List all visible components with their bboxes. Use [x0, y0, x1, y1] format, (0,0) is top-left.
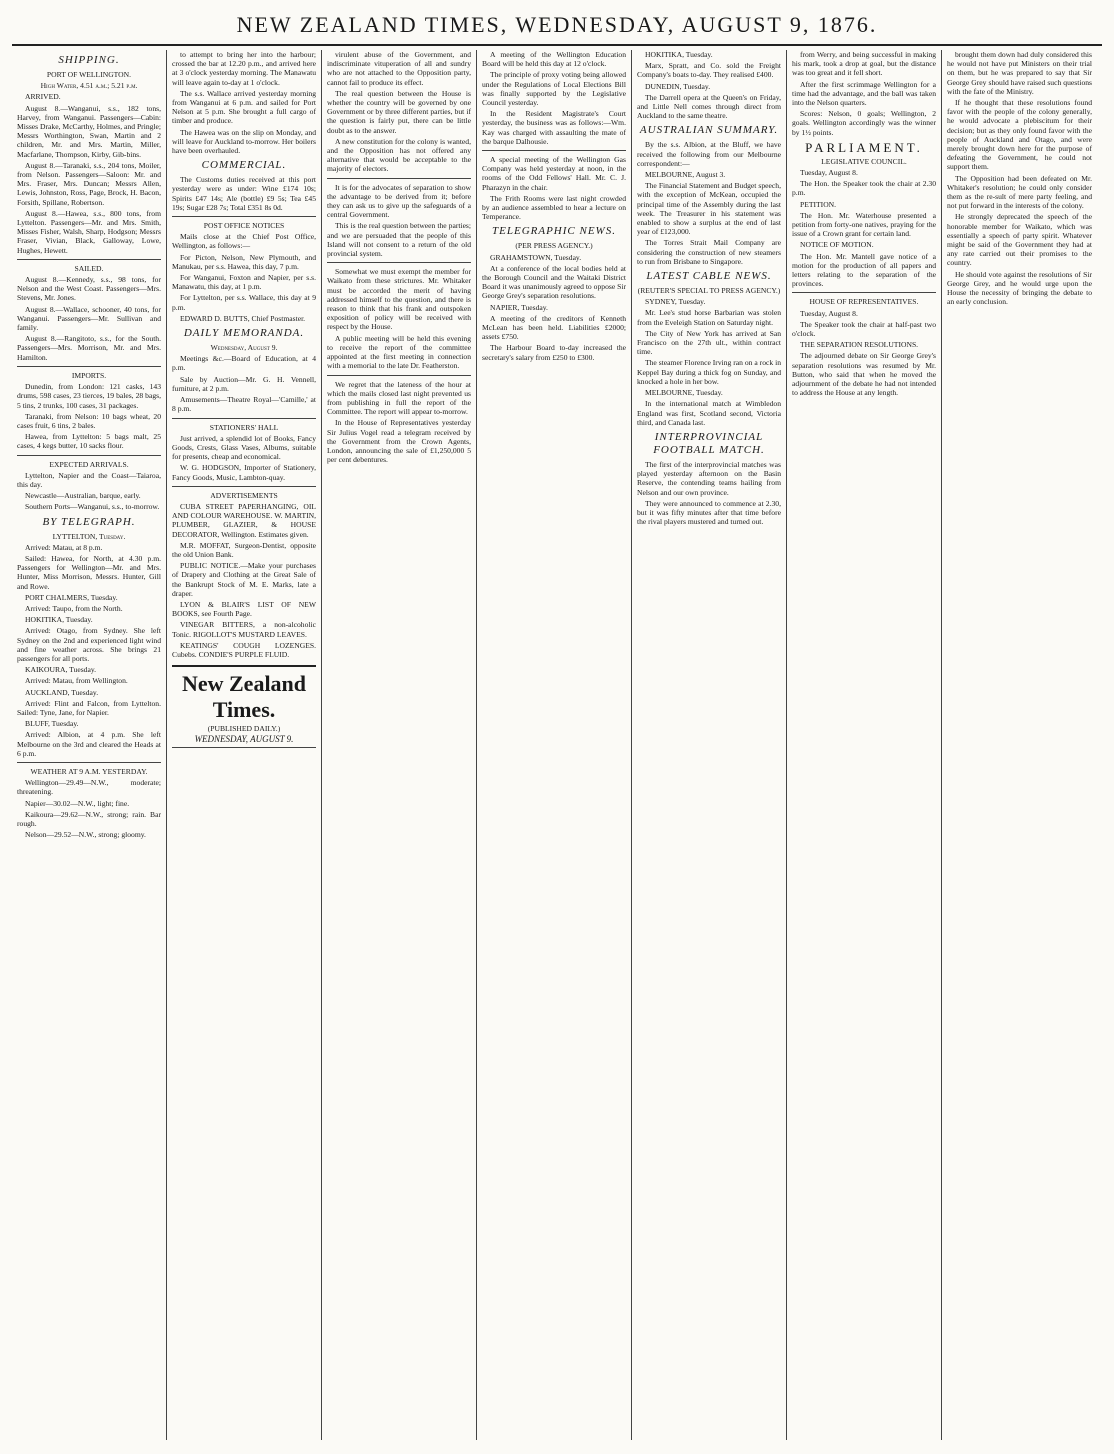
article-paragraph: Southern Ports—Wanganui, s.s., to-morrow.	[25, 502, 160, 512]
section-subhead: (REUTER'S SPECIAL TO PRESS AGENCY.)	[637, 286, 781, 296]
article-paragraph: THE SEPARATION RESOLUTIONS.	[800, 340, 919, 350]
masthead: NEW ZEALAND TIMES, WEDNESDAY, AUGUST 9, 1876.	[12, 8, 1102, 46]
article-paragraph: The s.s. Wallace arrived yesterday morning from Wanganui at 6 p.m. and sailed for Port Nelson at 5 p.m. She brought a full cargo of timber and produce.	[172, 88, 316, 126]
article-paragraph: By the s.s. Albion, at the Bluff, we have received the following from our Melbourne correspondent:—	[637, 140, 781, 168]
article-paragraph: The principle of proxy voting being allowed under the Regulations of Local Elections Bill was finally supported by the Legislative Council yesterday.	[482, 70, 626, 108]
section-subhead: EXPECTED ARRIVALS.	[49, 459, 129, 469]
column-rule	[327, 262, 471, 263]
column-rule	[17, 762, 161, 763]
article-paragraph: Mr. Lee's stud horse Barbarian was stolen from the Eveleigh Station on Saturday night.	[637, 308, 781, 327]
article-paragraph: LYON & BLAIR'S LIST OF NEW BOOKS, see Fourth Page.	[172, 599, 316, 619]
article-paragraph: The Torres Strait Mail Company are considering the construction of new steamers to run from Brisbane to Singapore.	[637, 238, 781, 266]
column-5	[632, 50, 787, 1440]
article-paragraph: PORT CHALMERS, Tuesday.	[25, 592, 118, 602]
section-subhead: STATIONERS' HALL	[209, 422, 279, 432]
article-paragraph: August 8.—Hawea, s.s., 800 tons, from Lyttelton. Passengers—Mr. and Mrs. Smith, Misses Fisher, Walsh, Sharp, Hodgson; Messrs Fraser, Vivian, Black, Galloway, Lowe, Hughes, Hewett.	[17, 208, 161, 255]
article-paragraph: The real question between the House is whether the country will be governed by one Government or by three different parties, but if the question is fairly put, there can be little doubt as to the answer.	[327, 88, 471, 135]
article-paragraph: After the first scrimmage Wellington for a time had the advantage, and the ball was taken into the Nelson quarters.	[792, 79, 936, 108]
article-paragraph: The Speaker took the chair at half-past two o'clock.	[792, 319, 936, 339]
article-paragraph: The Hon. the Speaker took the chair at 2.30 p.m.	[792, 179, 936, 198]
article-paragraph: If he thought that these resolutions found favor with the people of the colony generally, he would advocate a plebiscitum for their decision; but as they only found favor with the people of Auckland and Otago, and were merely brought down here for the purpose of defeating the Government, he could not support them.	[947, 98, 1092, 172]
section-title: COMMERCIAL.	[201, 159, 287, 172]
section-subhead: HOUSE OF REPRESENTATIVES.	[809, 297, 919, 307]
article-paragraph: VINEGAR BITTERS, a non-alcoholic Tonic. RIGOLLOT'S MUSTARD LEAVES.	[172, 620, 316, 639]
nameplate-title: New Zealand Times.	[172, 665, 316, 723]
section-title: INTERPROVINCIAL FOOTBALL MATCH.	[653, 430, 765, 456]
column-rule	[482, 150, 626, 151]
column-rule	[327, 178, 471, 179]
article-paragraph: The Hon. Mr. Waterhouse presented a petition from forty-one natives, praying for the issue of a Crown grant for certain land.	[792, 210, 936, 239]
column-rule	[17, 366, 161, 367]
article-paragraph: Marx, Spratt, and Co. sold the Freight Company's boats to-day. They realised £400.	[637, 61, 781, 80]
article-paragraph: Nelson—29.52—N.W., strong; gloomy.	[25, 830, 146, 840]
article-paragraph: Arrived: Albion, at 4 p.m. She left Melbourne on the 3rd and cleared the Heads at 6 p.m.	[17, 730, 161, 758]
article-paragraph: Napier—30.02—N.W., light; fine.	[25, 798, 130, 808]
section-subhead: IMPORTS.	[71, 370, 107, 380]
section-meta: High Water, 4.51 a.m.; 5.21 p.m.	[40, 81, 138, 91]
article-paragraph: Newcastle—Australian, barque, early.	[25, 491, 141, 501]
section-subhead: SAILED.	[74, 263, 104, 273]
section-title: DAILY MEMORANDA.	[183, 327, 305, 340]
article-paragraph: W. G. HODGSON, Importer of Stationery, Fancy Goods, Music, Lambton-quay.	[172, 463, 316, 482]
article-paragraph: It is for the advocates of separation to show the advantage to be derived from it; before they can ask us to give up the safeguards of a central Government.	[327, 182, 471, 220]
article-paragraph: He should vote against the resolutions of Sir George Grey, and he would urge upon the House the necessity of bringing the debate to an early conclusion.	[947, 269, 1092, 307]
article-paragraph: HOKITIKA, Tuesday.	[645, 50, 713, 59]
article-paragraph: NAPIER, Tuesday.	[490, 302, 548, 312]
article-paragraph: Tuesday, August 8.	[800, 168, 858, 178]
column-rule	[327, 375, 471, 376]
article-paragraph: This is the real question between the parties; and we are persuaded that the people of this Island will not consent to a return of the old provincial system.	[327, 221, 471, 259]
article-paragraph: The City of New York has arrived at San Francisco on the 27th ult., within contract time.	[637, 328, 781, 357]
article-paragraph: In the House of Representatives yesterday Sir Julius Vogel read a telegram received by the Government from the Crown Agents, London, announcing the sale of £1,250,000 5 per cent debentures.	[327, 418, 471, 465]
section-title: BY TELEGRAPH.	[42, 515, 136, 528]
article-paragraph: The Harbour Board to-day increased the secretary's salary from £250 to £300.	[482, 343, 626, 362]
article-paragraph: Arrived: Matau, at 8 p.m.	[25, 542, 103, 552]
article-paragraph: He strongly deprecated the speech of the honorable member for Waikato, which was essentially a speech of party spirit. Whatever might be said of the Government they had at any rate carried out their promises to the country.	[947, 212, 1092, 268]
article-paragraph: Somewhat we must exempt the member for Waikato from these strictures. Mr. Whitaker must be accorded the merit of having addressed himself to the question, and there is reason to think that his frank and outspoken exposition of policy will be received with respect by the House.	[327, 267, 471, 332]
article-paragraph: Dunedin, from London: 121 casks, 143 drums, 598 cases, 23 tierces, 19 bales, 28 bags, 5 tins, 2 trunks, 100 cases, 31 packages.	[17, 382, 161, 410]
article-paragraph: PUBLIC NOTICE.—Make your purchases of Drapery and Clothing at the Great Sale of the Bankrupt Stock of M. E. Marks, late a draper.	[172, 561, 316, 598]
article-paragraph: The Frith Rooms were last night crowded by an audience assembled to hear a lecture on Temperance.	[482, 193, 626, 222]
article-paragraph: KEATINGS' COUGH LOZENGES. Cubebs. CONDIE'S PURPLE FLUID.	[172, 640, 316, 659]
column-1	[12, 50, 167, 1440]
nameplate-date: WEDNESDAY, AUGUST 9.	[172, 735, 316, 747]
section-title: SHIPPING.	[58, 54, 120, 66]
article-paragraph: ARRIVED.	[25, 92, 61, 102]
article-paragraph: to attempt to bring her into the harbour; crossed the bar at 12.20 p.m., and arrived here at 3 o'clock yesterday morning. The Manawatu will leave again to-day at 1 o'clock.	[172, 50, 316, 87]
article-paragraph: A new constitution for the colony is wanted, and the Opposition has not offered any alternative that would be acceptable to the majority of electors.	[327, 136, 471, 174]
section-subhead: LEGISLATIVE COUNCIL.	[821, 156, 907, 166]
column-rule	[172, 486, 316, 487]
article-paragraph: The adjourned debate on Sir George Grey's separation resolutions was resumed by Mr. Button, who said that when he moved the adjournment of the debate he had not intended to address the House at any length.	[792, 351, 936, 398]
section-subhead: ADVERTISEMENTS	[210, 490, 278, 500]
nameplate-sub: (PUBLISHED DAILY.)	[207, 724, 281, 734]
column-rule	[17, 455, 161, 456]
section-subhead: Wednesday, August 9.	[210, 343, 278, 353]
article-paragraph: virulent abuse of the Government, and indiscriminate vituperation of all and sundry who are not attached to the Opposition party, cannot fail to produce its effect.	[327, 50, 471, 87]
article-paragraph: Lyttelton, Napier and the Coast—Taiaroa, this day.	[17, 470, 161, 489]
article-paragraph: The Hawea was on the slip on Monday, and will leave for Auckland to-morrow. Her boilers have been overhauled.	[172, 127, 316, 156]
article-paragraph: We regret that the lateness of the hour at which the mails closed last night prevented us from publishing in full the report of the Committee. The report will appear to-morrow.	[327, 379, 471, 417]
section-subhead: LYTTELTON, Tuesday.	[52, 531, 126, 541]
nameplate-block	[172, 665, 316, 747]
article-paragraph: Just arrived, a splendid lot of Books, Fancy Goods, Crests, Glass Vases, Albums, suitable for presents, cheap and economical.	[172, 433, 316, 462]
column-rule	[172, 418, 316, 419]
article-paragraph: Meetings &c.—Board of Education, at 4 p.m.	[172, 354, 316, 373]
section-subhead: POST OFFICE NOTICES	[203, 221, 285, 231]
article-paragraph: The Hon. Mr. Mantell gave notice of a motion for the production of all papers and letters relating to the separation of the provinces.	[792, 251, 936, 289]
article-paragraph: Taranaki, from Nelson: 10 bags wheat, 20 cases fruit, 6 tins, 2 bales.	[17, 411, 161, 430]
article-paragraph: Amusements—Theatre Royal—'Camille,' at 8 p.m.	[172, 395, 316, 414]
article-paragraph: CUBA STREET PAPERHANGING, OIL AND COLOUR WAREHOUSE. W. MARTIN, PLUMBER, GLAZIER, & HOUSE DECORATOR, Wellington. Estimates given.	[172, 501, 316, 539]
column-3	[322, 50, 477, 1440]
article-paragraph: At a conference of the local bodies held at the Borough Council and the Waitaki District Board it was unanimously agreed to oppose Sir George Grey's separation resolutions.	[482, 263, 626, 301]
article-paragraph: AUCKLAND, Tuesday.	[25, 687, 99, 697]
article-paragraph: The Customs duties received at this port yesterday were as under: Wine £174 10s; Spirits £47 14s; Ale (bottle) £9 5s; Tea £45 19s; Sugar £28 7s; Total £351 8s 0d.	[172, 175, 316, 212]
section-subhead: PORT OF WELLINGTON.	[46, 70, 132, 79]
article-paragraph: For Picton, Nelson, New Plymouth, and Manukau, per s.s. Hawea, this day, 7 p.m.	[172, 252, 316, 271]
article-paragraph: August 8.—Wallace, schooner, 40 tons, for Wanganui. Passengers—Mr. Sullivan and family.	[17, 304, 161, 333]
article-paragraph: A public meeting will be held this evening to receive the report of the committee appointed at the first meeting in connection with a memorial to the late Dr. Featherston.	[327, 333, 471, 371]
column-6	[787, 50, 942, 1440]
column-rule	[792, 292, 936, 293]
section-title: PARLIAMENT.	[805, 139, 923, 155]
article-paragraph: A meeting of the creditors of Kenneth McLean has been held. Liabilities £2000; assets £750.	[482, 313, 626, 342]
article-paragraph: The first of the interprovincial matches was played yesterday afternoon on the Basin Reserve, the contending teams hailing from Nelson and our own province.	[637, 459, 781, 497]
article-paragraph: M.R. MOFFAT, Surgeon-Dentist, opposite the old Union Bank.	[172, 540, 316, 559]
article-paragraph: A special meeting of the Wellington Gas Company was held yesterday at noon, in the rooms of the Odd Fellows' Hall. Mr. C. J. Pharazyn in the chair.	[482, 155, 626, 192]
article-paragraph: DUNEDIN, Tuesday.	[645, 81, 711, 91]
column-2	[167, 50, 322, 1440]
article-paragraph: GRAHAMSTOWN, Tuesday.	[490, 252, 582, 262]
article-paragraph: August 8.—Rangitoto, s.s., for the South. Passengers—Mrs. Morrison, Mr. and Mrs. Hamilton.	[17, 334, 161, 362]
article-paragraph: Sailed: Hawea, for North, at 4.30 p.m. Passengers for Wellington—Mr. and Mrs. Hunter, Miss Morrison, Messrs. Hunter, Gill and Rowe.	[17, 553, 161, 591]
article-paragraph: NOTICE OF MOTION.	[800, 240, 874, 250]
article-paragraph: August 8.—Taranaki, s.s., 204 tons, Moiler, from Nelson. Passengers—Saloon: Mr. and Mrs. Fraser, Mrs. Duncan; Messrs Allen, Lewis, Johnston, Ross, Page, Brock, H. Bacon, Forsith, Spillane, Robertson.	[17, 160, 161, 207]
article-paragraph: MELBOURNE, Tuesday.	[645, 388, 723, 398]
article-paragraph: August 8.—Wanganui, s.s., 182 tons, Harvey, from Wanganui. Passengers—Cabin: Misses Drake, McCarthy, Holmes, and Pringle; Messrs Worthington, Swan, Martin and 2 children, Mr. and Mrs. Martin, Miller, Macfarlane, Thompson, Kirby, Gib-bins.	[17, 103, 161, 159]
article-paragraph: Tuesday, August 8.	[800, 308, 858, 318]
columns	[12, 50, 1102, 1440]
section-title: AUSTRALIAN SUMMARY.	[639, 124, 779, 137]
article-paragraph: A meeting of the Wellington Education Board will be held this day at 12 o'clock.	[482, 50, 626, 69]
article-paragraph: SYDNEY, Tuesday.	[645, 297, 706, 307]
article-paragraph: Scores: Nelson, 0 goals; Wellington, 2 goals. Wellington accordingly was the winner by 1½ points.	[792, 109, 936, 137]
article-paragraph: brought them down had duly considered this he would not have put Ministers on their trial on them, but he was prepared to say that Sir George Grey should have raised such questions with the fate of the Ministry.	[947, 50, 1092, 96]
article-paragraph: Arrived: Flint and Falcon, from Lyttelton. Sailed: Tyne, Jane, for Napier.	[17, 698, 161, 717]
article-paragraph: Arrived: Taupo, from the North.	[25, 603, 123, 613]
section-subhead: WEATHER AT 9 A.M. YESTERDAY.	[30, 767, 148, 776]
article-paragraph: The Darrell opera at the Queen's on Friday, and Little Nell comes through direct from Auckland to the same theatre.	[637, 92, 781, 121]
article-paragraph: The Opposition had been defeated on Mr. Whitaker's resolution; he could only consider them as the re-sult of mere party feeling, and not put forward in the interests of the colony.	[947, 173, 1092, 211]
article-paragraph: In the international match at Wimbledon England was first, Scotland second, Victoria third, and Canada last.	[637, 399, 781, 427]
column-rule	[172, 216, 316, 217]
article-paragraph: PETITION.	[800, 199, 837, 209]
section-title: LATEST CABLE NEWS.	[646, 270, 772, 283]
article-paragraph: In the Resident Magistrate's Court yesterday, the business was as follows:—Wm. Kay was charged with assaulting the mate of the barque Dalhousie.	[482, 109, 626, 146]
article-paragraph: Arrived: Otago, from Sydney. She left Sydney on the 2nd and experienced light wind and fine weather across. She brings 21 passengers for all ports.	[17, 626, 161, 663]
article-paragraph: Wellington—29.49—N.W., moderate; threatening.	[17, 778, 161, 797]
column-7	[942, 50, 1097, 1440]
article-paragraph: For Lyttelton, per s.s. Wallace, this day at 9 p.m.	[172, 293, 316, 312]
article-paragraph: They were announced to commence at 2.30, but it was fifty minutes after that time before the rival players mustered and turned out.	[637, 498, 781, 527]
article-paragraph: EDWARD D. BUTTS, Chief Postmaster.	[180, 313, 306, 323]
article-paragraph: The steamer Florence Irving ran on a rock in Keppel Bay during a thick fog on Sunday, and knocked a hole in her bow.	[637, 358, 781, 386]
article-paragraph: Hawea, from Lyttelton: 5 bags malt, 25 cases, 4 kegs butter, 10 sacks flour.	[17, 432, 161, 451]
article-paragraph: HOKITIKA, Tuesday.	[25, 615, 93, 625]
article-paragraph: For Wanganui, Foxton and Napier, per s.s. Manawatu, this day, at 1 p.m.	[172, 273, 316, 292]
column-rule	[17, 259, 161, 260]
article-paragraph: Arrived: Matau, from Wellington.	[25, 676, 128, 686]
article-paragraph: Kaikoura—29.62—N.W., strong; rain. Bar rough.	[17, 809, 161, 829]
article-paragraph: Mails close at the Chief Post Office, Wellington, as follows:—	[172, 232, 316, 251]
section-title: TELEGRAPHIC NEWS.	[492, 225, 616, 238]
article-paragraph: KAIKOURA, Tuesday.	[25, 665, 97, 675]
section-subhead: (PER PRESS AGENCY.)	[515, 241, 593, 251]
column-4	[477, 50, 632, 1440]
article-paragraph: BLUFF, Tuesday.	[25, 719, 79, 729]
article-paragraph: The Financial Statement and Budget speech, with the exception of McKean, occupied the principal time of the Assembly during the last week. The Treasurer in his statement was enabled to show a surplus at the end of last year of £123,000.	[637, 181, 781, 237]
article-paragraph: from Werry, and being successful in making his mark, took a drop at goal, but the distance was too great and it fell short.	[792, 50, 936, 78]
article-paragraph: Sale by Auction—Mr. G. H. Vennell, furniture, at 2 p.m.	[172, 374, 316, 393]
article-paragraph: MELBOURNE, August 3.	[645, 170, 726, 180]
article-paragraph: August 8.—Kennedy, s.s., 98 tons, for Nelson and the West Coast. Passengers—Mrs. Stevens, Mr. Jones.	[17, 275, 161, 303]
